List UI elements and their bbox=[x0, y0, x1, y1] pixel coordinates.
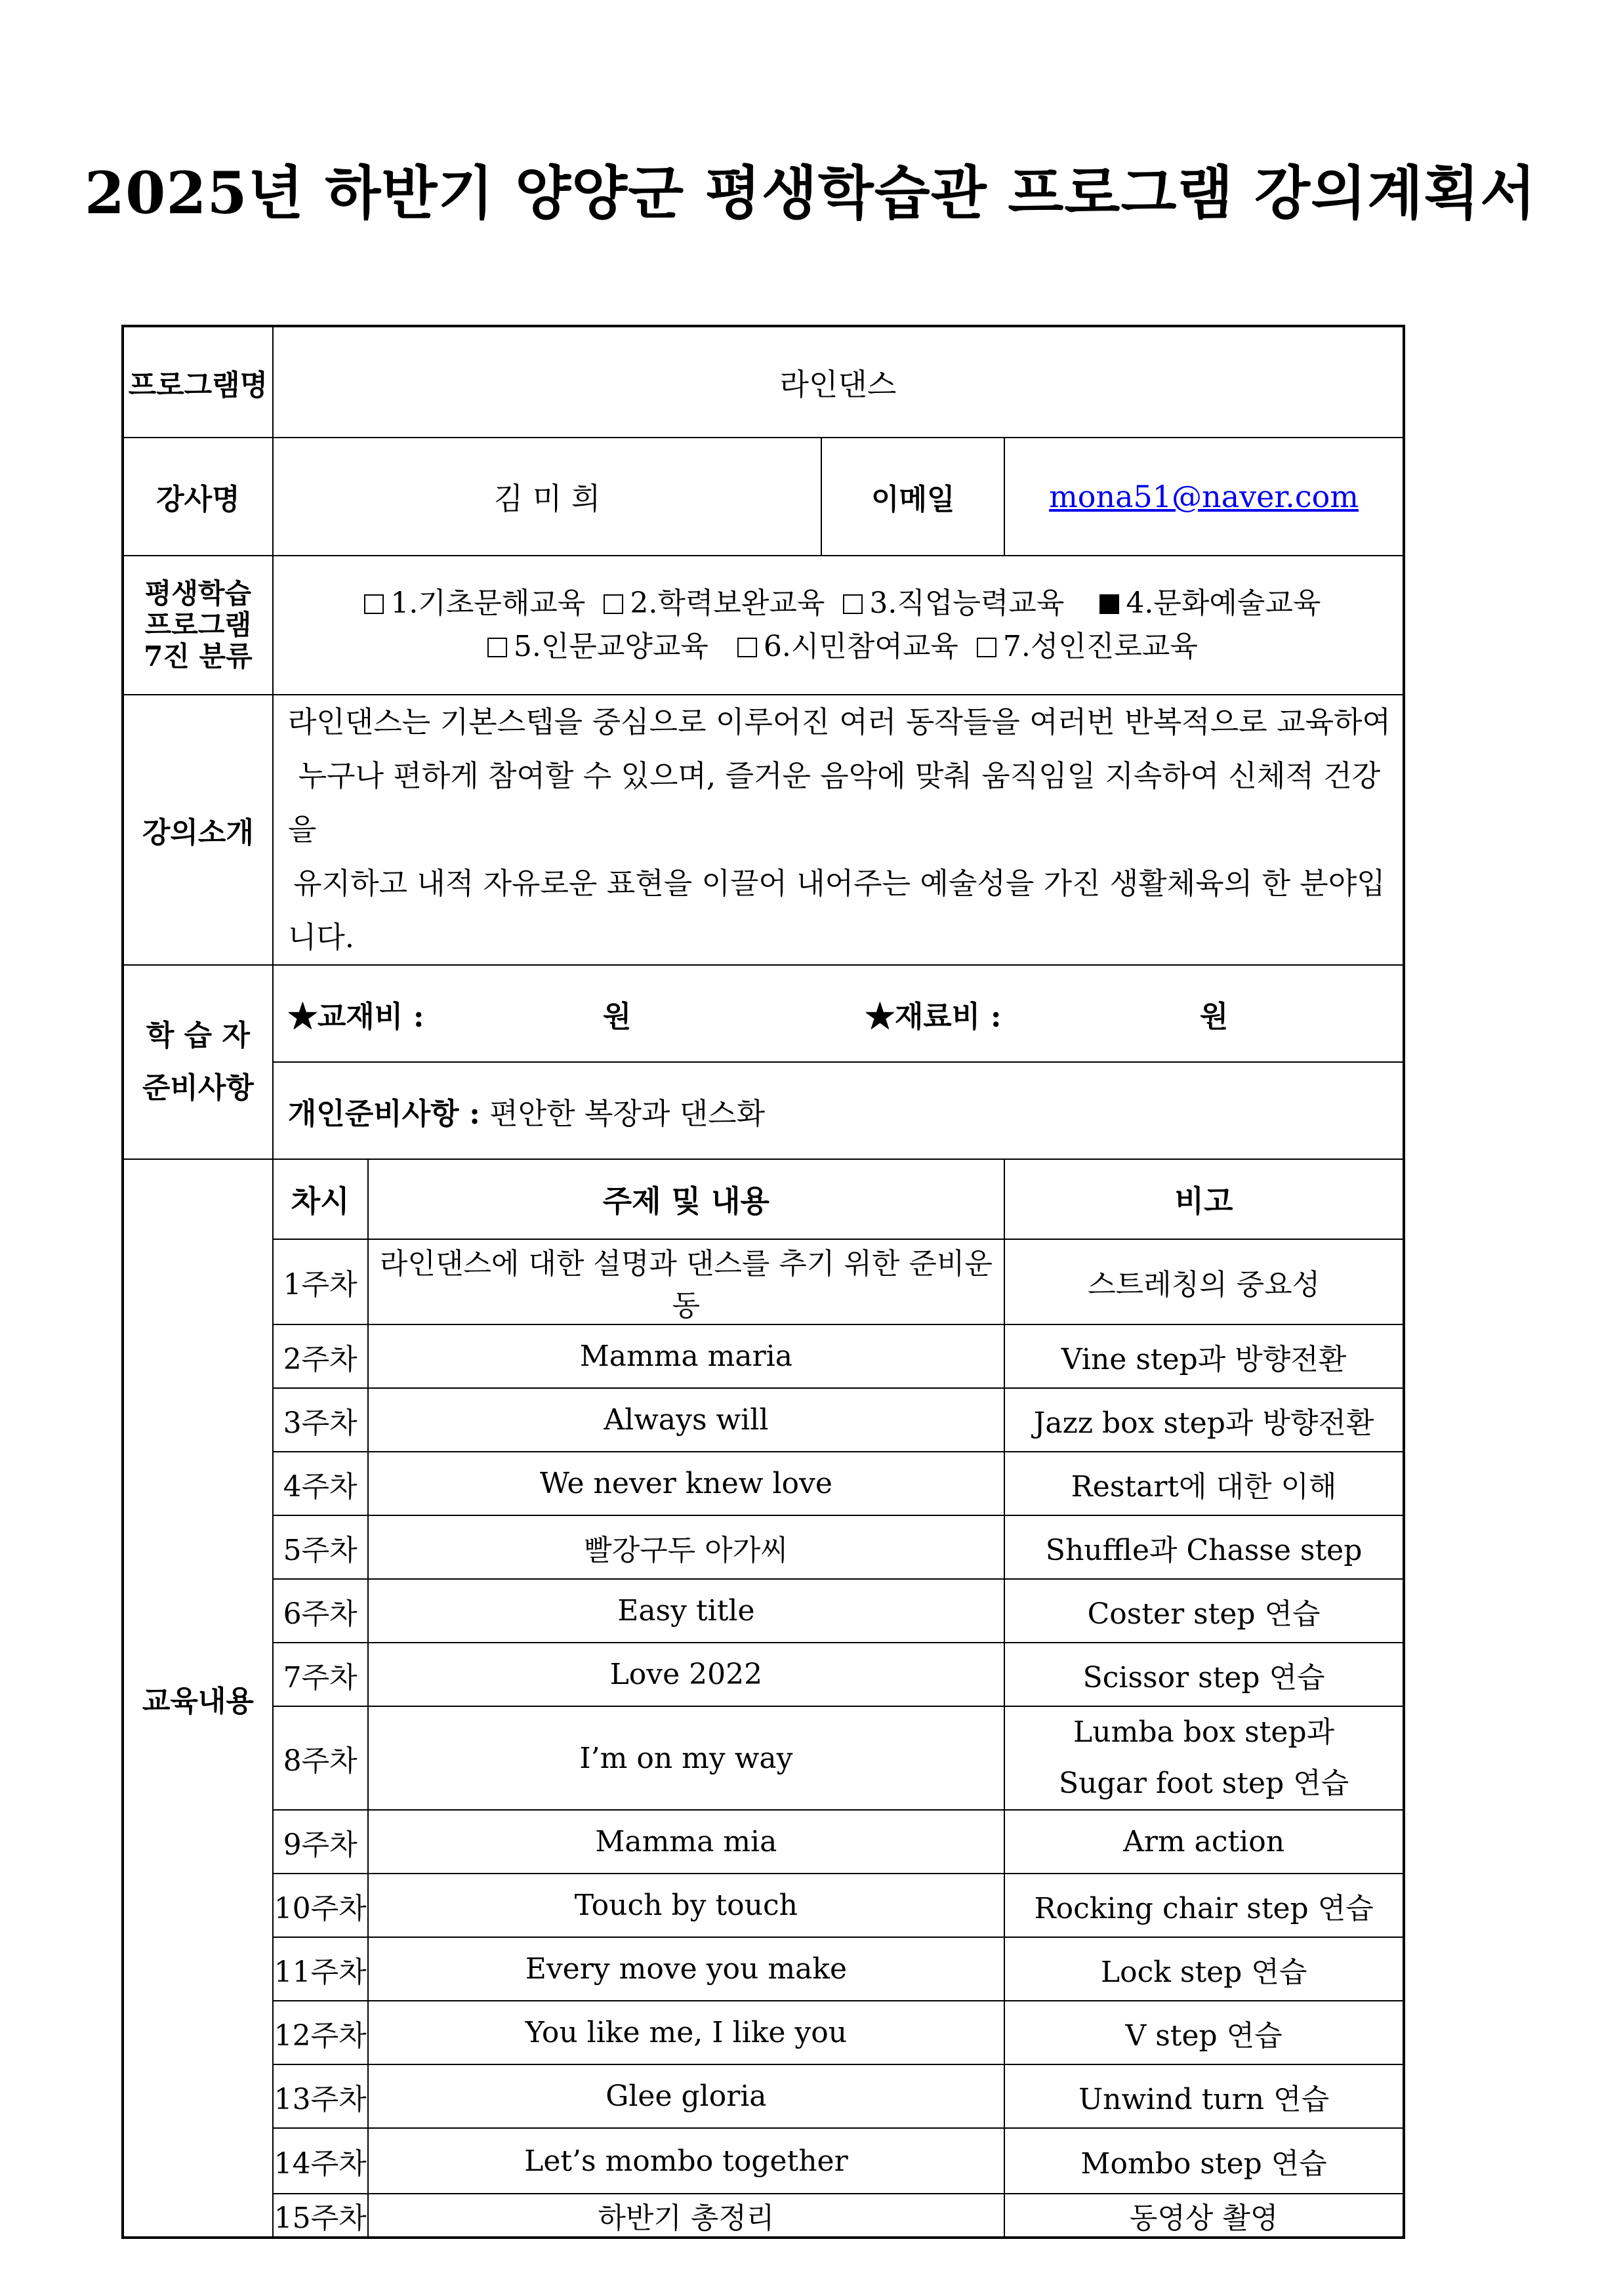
prep-label-line: 준비사항 bbox=[142, 1071, 254, 1105]
email-label: 이메일 bbox=[821, 438, 1004, 556]
intro-line: 라인댄스는 기본스텝을 중심으로 이루어진 여러 동작들을 여러번 반복적으로 교육하여 bbox=[287, 705, 1391, 739]
classification-label-line: 7진 분류 bbox=[144, 640, 253, 672]
topic-cell: Always will bbox=[368, 1388, 1005, 1452]
program-value: 라인댄스 bbox=[273, 326, 1404, 438]
table-row bbox=[123, 1324, 1404, 1388]
document-title: 2025년 하반기 양양군 평생학습관 프로그램 강의계획서 bbox=[84, 159, 1537, 227]
week-cell: 12주차 bbox=[273, 2001, 368, 2064]
email-cell bbox=[1004, 438, 1404, 556]
instructor-name: 김 미 희 bbox=[273, 438, 822, 556]
note-cell: 스트레칭의 중요성 bbox=[1004, 1239, 1404, 1324]
table-row bbox=[123, 1643, 1404, 1706]
textbook-fee-unit: 원 bbox=[602, 998, 632, 1034]
note-cell: Unwind turn 연습 bbox=[1004, 2064, 1404, 2128]
topic-header: 주제 및 내용 bbox=[368, 1159, 1005, 1239]
textbook-fee-label: ★교재비 : bbox=[287, 998, 424, 1034]
classification-row bbox=[123, 556, 1404, 695]
topic-cell: Mamma maria bbox=[368, 1324, 1005, 1388]
table-row bbox=[123, 1452, 1404, 1515]
table-row bbox=[123, 2128, 1404, 2194]
topic-cell: You like me, I like you bbox=[368, 2001, 1005, 2064]
note-cell: Vine step과 방향전환 bbox=[1004, 1324, 1404, 1388]
week-cell: 14주차 bbox=[273, 2128, 368, 2194]
checkbox-5[interactable] bbox=[487, 638, 507, 657]
topic-cell: 빨강구두 아가씨 bbox=[368, 1515, 1005, 1579]
table-row bbox=[123, 1388, 1404, 1452]
note-cell bbox=[1004, 1706, 1404, 1810]
classification-line-1 bbox=[274, 582, 1403, 625]
note-cell: Lock step 연습 bbox=[1004, 1937, 1404, 2001]
table-row bbox=[123, 1874, 1404, 1937]
note-cell: Shuffle과 Chasse step bbox=[1004, 1515, 1404, 1579]
checkbox-4-checked[interactable] bbox=[1099, 594, 1119, 614]
topic-cell: Every move you make bbox=[368, 1937, 1005, 2001]
week-cell: 15주차 bbox=[273, 2194, 368, 2238]
instructor-label: 강사명 bbox=[123, 438, 273, 556]
option-label: 7.성인진로교육 bbox=[1002, 630, 1198, 663]
option-label: 4.문화예술교육 bbox=[1126, 586, 1321, 620]
table-row bbox=[123, 2194, 1404, 2238]
topic-cell: We never knew love bbox=[368, 1452, 1005, 1515]
table-row bbox=[123, 1515, 1404, 1579]
note-cell: Scissor step 연습 bbox=[1004, 1643, 1404, 1706]
option-label: 1.기초문해교육 bbox=[390, 586, 586, 620]
checkbox-7[interactable] bbox=[977, 638, 996, 657]
material-fee-label: ★재료비 : bbox=[865, 998, 1002, 1034]
personal-prep-value: 편안한 복장과 댄스화 bbox=[489, 1096, 766, 1131]
note-cell: Rocking chair step 연습 bbox=[1004, 1874, 1404, 1937]
schedule-header-row bbox=[123, 1159, 1404, 1239]
classification-line-2 bbox=[274, 625, 1403, 668]
week-cell: 4주차 bbox=[273, 1452, 368, 1515]
topic-cell: Love 2022 bbox=[368, 1643, 1005, 1706]
table-row bbox=[123, 1810, 1404, 1874]
schedule-label: 교육내용 bbox=[123, 1159, 273, 2238]
week-cell: 3주차 bbox=[273, 1388, 368, 1452]
intro-line: 누구나 편하게 참여할 수 있으며, 즐거운 음악에 맞춰 움직임일 지속하여 신체적 건강을 bbox=[287, 758, 1381, 847]
checkbox-3[interactable] bbox=[843, 594, 863, 614]
classification-label-line: 프로그램 bbox=[144, 609, 252, 641]
week-cell: 11주차 bbox=[273, 1937, 368, 2001]
prep-fee-row bbox=[123, 965, 1404, 1062]
classification-label bbox=[123, 556, 273, 695]
fee-line bbox=[288, 993, 1403, 1035]
classification-options bbox=[273, 556, 1404, 695]
topic-cell: 라인댄스에 대한 설명과 댄스를 추기 위한 준비운동 bbox=[368, 1239, 1005, 1324]
week-cell: 10주차 bbox=[273, 1874, 368, 1937]
topic-cell: Let’s mombo together bbox=[368, 2128, 1005, 2194]
week-cell: 2주차 bbox=[273, 1324, 368, 1388]
note-header: 비고 bbox=[1004, 1159, 1404, 1239]
note-cell: 동영상 촬영 bbox=[1004, 2194, 1404, 2238]
week-cell: 5주차 bbox=[273, 1515, 368, 1579]
checkbox-2[interactable] bbox=[604, 594, 623, 614]
prep-fees bbox=[273, 965, 1404, 1062]
prep-label bbox=[123, 965, 273, 1159]
lecture-plan-table bbox=[121, 325, 1405, 2239]
intro-text bbox=[273, 695, 1404, 965]
classification-label-line: 평생학습 bbox=[144, 577, 252, 609]
week-cell: 8주차 bbox=[273, 1706, 368, 1810]
note-cell: Jazz box step과 방향전환 bbox=[1004, 1388, 1404, 1452]
prep-label-line: 학 습 자 bbox=[146, 1019, 250, 1052]
topic-cell: Glee gloria bbox=[368, 2064, 1005, 2128]
program-label: 프로그램명 bbox=[123, 326, 273, 438]
email-link[interactable]: mona51@naver.com bbox=[1049, 479, 1359, 514]
week-cell: 7주차 bbox=[273, 1643, 368, 1706]
checkbox-6[interactable] bbox=[737, 638, 757, 657]
note-line: Lumba box step과 bbox=[1073, 1715, 1335, 1749]
note-cell: V step 연습 bbox=[1004, 2001, 1404, 2064]
week-header: 차시 bbox=[273, 1159, 368, 1239]
note-cell: Coster step 연습 bbox=[1004, 1579, 1404, 1643]
week-cell: 9주차 bbox=[273, 1810, 368, 1874]
personal-prep bbox=[273, 1062, 1404, 1159]
intro-label: 강의소개 bbox=[123, 695, 273, 965]
week-cell: 6주차 bbox=[273, 1579, 368, 1643]
topic-cell: I’m on my way bbox=[368, 1706, 1005, 1810]
table-row bbox=[123, 2001, 1404, 2064]
topic-cell: Mamma mia bbox=[368, 1810, 1005, 1874]
option-label: 3.직업능력교육 bbox=[869, 586, 1065, 620]
intro-row bbox=[123, 695, 1404, 965]
prep-personal-row bbox=[123, 1062, 1404, 1159]
personal-prep-label: 개인준비사항 : bbox=[287, 1096, 480, 1131]
note-line: Sugar foot step 연습 bbox=[1058, 1767, 1349, 1800]
option-label: 2.학력보완교육 bbox=[630, 586, 825, 620]
table-row bbox=[123, 1579, 1404, 1643]
table-row bbox=[123, 2064, 1404, 2128]
week-cell: 13주차 bbox=[273, 2064, 368, 2128]
note-cell: Restart에 대한 이해 bbox=[1004, 1452, 1404, 1515]
material-fee-unit: 원 bbox=[1199, 998, 1229, 1034]
table-row bbox=[123, 1706, 1404, 1810]
table-row bbox=[123, 1239, 1404, 1324]
week-cell: 1주차 bbox=[273, 1239, 368, 1324]
table-row bbox=[123, 1937, 1404, 2001]
note-cell: Arm action bbox=[1004, 1810, 1404, 1874]
checkbox-1[interactable] bbox=[364, 594, 384, 614]
program-row bbox=[123, 326, 1404, 438]
topic-cell: 하반기 총정리 bbox=[368, 2194, 1005, 2238]
intro-line: 유지하고 내적 자유로운 표현을 이끌어 내어주는 예술성을 가진 생활체육의 한 분야입니다. bbox=[287, 866, 1385, 954]
option-label: 6.시민참여교육 bbox=[763, 630, 958, 663]
option-label: 5.인문교양교육 bbox=[513, 630, 708, 663]
note-cell: Mombo step 연습 bbox=[1004, 2128, 1404, 2194]
topic-cell: Easy title bbox=[368, 1579, 1005, 1643]
topic-cell: Touch by touch bbox=[368, 1874, 1005, 1937]
instructor-row bbox=[123, 438, 1404, 556]
